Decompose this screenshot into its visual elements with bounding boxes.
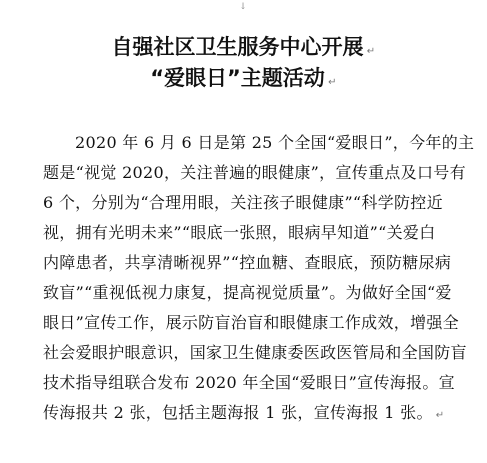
body-line: 社会爱眼护眼意识，国家卫生健康委医政医管局和全国防盲 bbox=[43, 343, 467, 362]
paragraph-mark-icon: ↵ bbox=[366, 46, 376, 57]
body-line: 6 个，分别为“合理用眼，关注孩子眼健康”“科学防控近 bbox=[43, 193, 443, 212]
document-title-line-2 bbox=[0, 63, 487, 93]
body-line: 视，拥有光明未来”“眼底一张照，眼病早知道”“关爱白 bbox=[43, 223, 436, 242]
body-line: 技术指导组联合发布 2020 年全国“爱眼日”宣传海报。宣 bbox=[43, 373, 455, 392]
title-text-line-2: “爱眼日”主题活动 bbox=[150, 66, 325, 90]
body-line: 眼日”宣传工作，展示防盲治盲和眼健康工作成效，增强全 bbox=[43, 313, 459, 332]
body-line: 致盲”“重视低视力康复，提高视觉质量”。为做好全国“爱 bbox=[43, 283, 452, 302]
body-line-text: 传海报共 2 张，包括主题海报 1 张，宣传海报 1 张。 bbox=[43, 403, 433, 422]
body-line: 2020 年 6 月 6 日是第 25 个全国“爱眼日”，今年的主 bbox=[75, 133, 475, 152]
body-line: 内障患者，共享清晰视界”“控血糖、查眼底，预防糖尿病 bbox=[43, 253, 452, 272]
body-paragraph bbox=[43, 128, 483, 428]
body-line-last bbox=[43, 398, 483, 428]
title-text-line-1: 自强社区卫生服务中心开展 bbox=[111, 35, 364, 59]
body-line: 题是“视觉 2020，关注普遍的眼健康”，宣传重点及口号有 bbox=[43, 163, 466, 182]
column-marker-icon: ↓ bbox=[239, 2, 247, 12]
paragraph-mark-icon: ↵ bbox=[328, 77, 337, 88]
document-title-line-1 bbox=[0, 32, 487, 62]
paragraph-mark-icon: ↵ bbox=[435, 410, 445, 421]
